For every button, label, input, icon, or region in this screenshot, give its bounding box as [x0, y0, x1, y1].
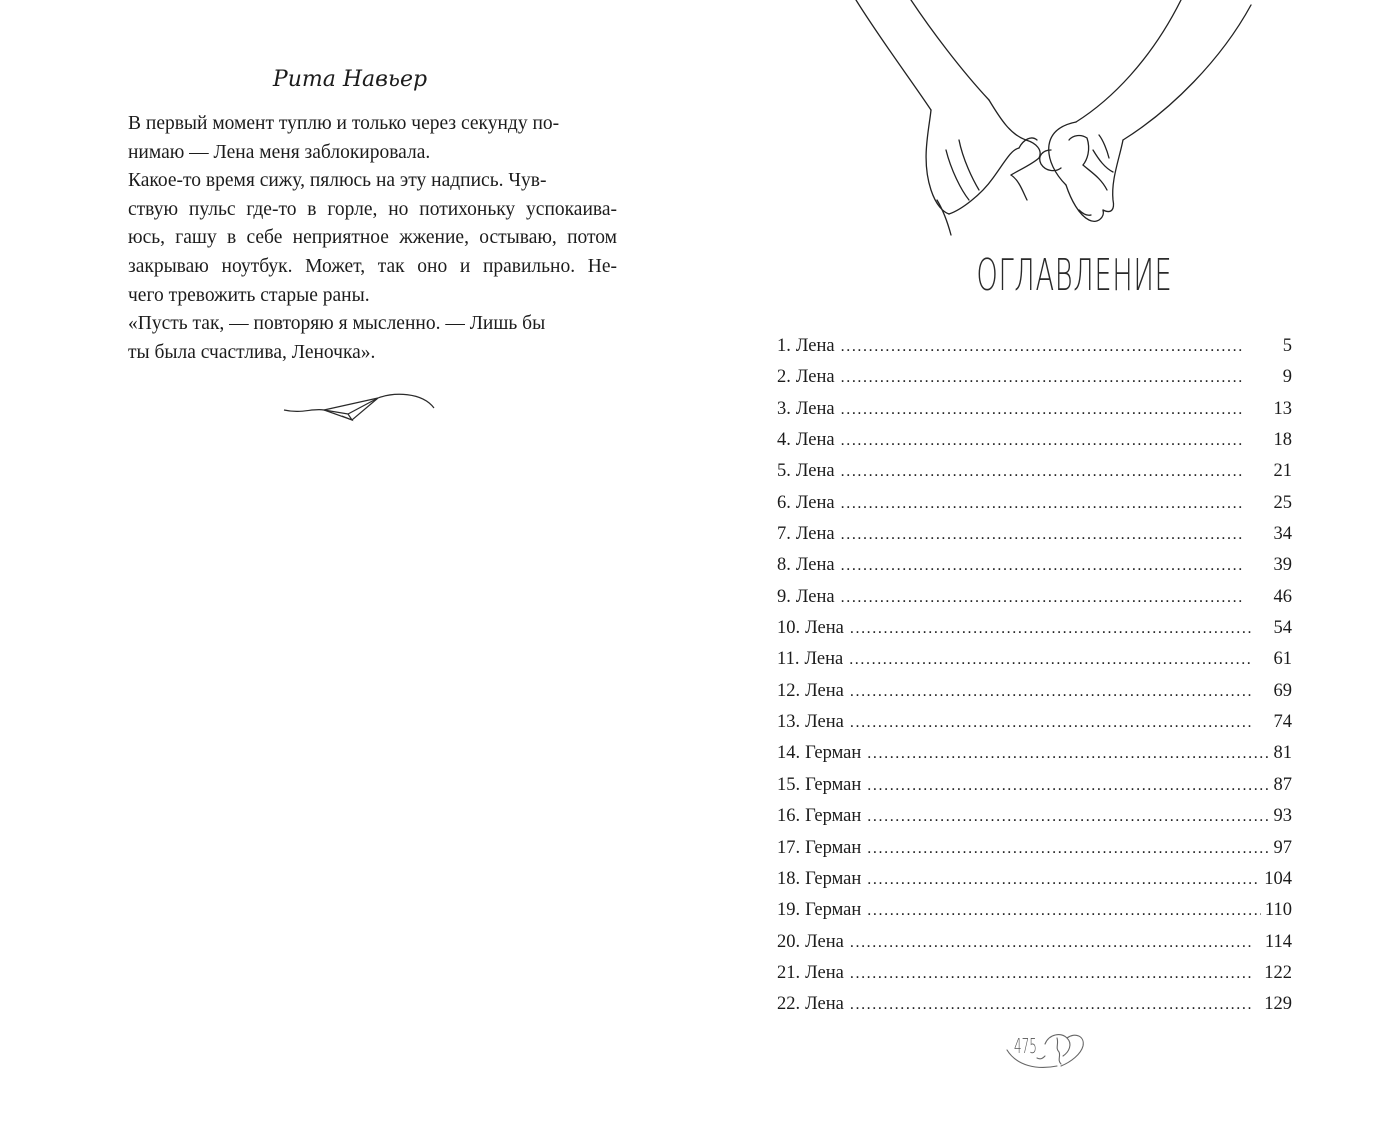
toc-dot-leader — [850, 707, 1270, 738]
toc-chapter-number: 10. — [777, 618, 801, 639]
page-number: 475 — [1014, 1034, 1037, 1058]
toc-chapter-number: 15. — [777, 774, 801, 795]
toc-chapter-number: 22. — [777, 994, 801, 1015]
toc-entry — [777, 644, 1292, 675]
toc-page-number: 97 — [1273, 837, 1292, 858]
toc-page-number: 9 — [1282, 367, 1292, 388]
toc-entry — [777, 738, 1292, 769]
toc-chapter-title: Лена — [795, 398, 835, 419]
toc-chapter-number: 9. — [777, 586, 791, 607]
toc-entry — [777, 958, 1292, 989]
toc-dot-leader — [841, 456, 1270, 487]
toc-page-number: 46 — [1273, 586, 1292, 607]
toc-chapter-title: Лена — [795, 586, 835, 607]
toc-chapter-number: 8. — [777, 555, 791, 576]
toc-page-number: 104 — [1264, 868, 1292, 889]
toc-entry — [777, 864, 1292, 895]
toc-page-number: 129 — [1264, 994, 1292, 1015]
toc-chapter-number: 21. — [777, 962, 801, 983]
toc-entry — [777, 613, 1292, 644]
toc-chapter-number: 3. — [777, 398, 791, 419]
toc-chapter-title: Герман — [805, 900, 862, 921]
toc-heading: ОГЛАВЛЕНИЕ — [976, 250, 1173, 301]
toc-dot-leader — [867, 801, 1269, 832]
toc-chapter-number: 20. — [777, 931, 801, 952]
toc-page-number: 87 — [1273, 774, 1292, 795]
svg-text:Рита Навьер: Рита Навьер — [272, 67, 428, 92]
toc-page-number: 69 — [1273, 680, 1292, 701]
toc-chapter-number: 17. — [777, 837, 801, 858]
text-line: чего тревожить старые раны. — [128, 284, 370, 306]
broken-heart-icon — [997, 1022, 1097, 1072]
toc-dot-leader — [841, 488, 1270, 519]
toc-entry — [777, 550, 1292, 581]
toc-chapter-title: Лена — [795, 461, 835, 482]
toc-page-number: 25 — [1273, 492, 1292, 513]
running-head-author — [250, 56, 450, 102]
toc-chapter-title: Лена — [805, 618, 844, 639]
toc-entry — [777, 456, 1292, 487]
toc-chapter-title: Лена — [795, 430, 835, 451]
toc-chapter-title: Герман — [805, 837, 862, 858]
paragraph — [102, 167, 617, 310]
toc-chapter-title: Лена — [805, 712, 844, 733]
hands-pinky-promise-icon — [851, 0, 1259, 245]
toc-page-number: 61 — [1273, 649, 1292, 670]
toc-chapter-title: Лена — [795, 524, 835, 545]
toc-dot-leader — [867, 738, 1269, 769]
toc-entry — [777, 582, 1292, 613]
toc-chapter-number: 6. — [777, 492, 791, 513]
text-line: В первый момент туплю и только через секунду по- — [128, 113, 560, 134]
text-line: ствую пульс где-то в горле, но потихоньку успокаива- — [128, 198, 617, 220]
paper-plane-icon — [282, 390, 438, 432]
text-line: закрываю ноутбук. Может, так оно и правильно. Не- — [128, 255, 617, 277]
toc-entry — [777, 488, 1292, 519]
text-line: ты была счастлива, Леночка». — [128, 341, 376, 363]
text-line: нимаю — Лена меня заблокировала. — [128, 141, 431, 163]
toc-dot-leader — [849, 644, 1269, 675]
toc-chapter-title: Герман — [805, 774, 862, 795]
toc-chapter-number: 12. — [777, 680, 801, 701]
toc-page-number: 5 — [1282, 336, 1292, 356]
toc-page-number: 114 — [1264, 931, 1292, 952]
toc-chapter-title: Лена — [795, 555, 835, 576]
toc-chapter-number: 2. — [777, 367, 791, 388]
toc-page-number: 18 — [1273, 430, 1292, 451]
toc-page-number: 39 — [1273, 555, 1292, 576]
toc-dot-leader — [841, 582, 1270, 613]
toc-chapter-title: Лена — [805, 962, 844, 983]
text-line: Какое-то время сижу, пялюсь на эту надпись. Чув- — [128, 170, 547, 192]
toc-dot-leader — [841, 519, 1270, 550]
toc-chapter-title: Лена — [805, 994, 844, 1015]
toc-entry — [777, 895, 1292, 926]
toc-page-number: 21 — [1273, 461, 1292, 482]
toc-dot-leader — [850, 927, 1261, 958]
toc-entry — [777, 519, 1292, 550]
toc-entry — [777, 927, 1292, 958]
paragraph — [102, 110, 617, 167]
toc-entry — [777, 989, 1292, 1020]
toc-page-number: 74 — [1273, 712, 1292, 733]
toc-chapter-number: 11. — [777, 649, 800, 670]
toc-entry — [777, 394, 1292, 425]
toc-chapter-number: 1. — [777, 336, 791, 356]
toc-page-number: 93 — [1273, 806, 1292, 827]
toc-dot-leader — [841, 362, 1279, 393]
toc-chapter-title: Лена — [795, 336, 835, 356]
text-line: юсь, гашу в себе неприятное жжение, остываю, потом — [128, 227, 617, 249]
toc-page-number: 34 — [1273, 524, 1292, 545]
page-number-folio — [997, 1022, 1097, 1072]
toc-dot-leader — [841, 425, 1270, 456]
toc-entry — [777, 331, 1292, 362]
toc-chapter-number: 18. — [777, 868, 801, 889]
toc-chapter-number: 14. — [777, 743, 801, 764]
toc-page-number: 13 — [1273, 398, 1292, 419]
toc-dot-leader — [867, 895, 1261, 926]
toc-entry — [777, 707, 1292, 738]
toc-chapter-title: Лена — [804, 649, 844, 670]
toc-chapter-number: 5. — [777, 461, 791, 482]
toc-chapter-number: 19. — [777, 900, 801, 921]
toc-entry — [777, 770, 1292, 801]
toc-chapter-number: 4. — [777, 430, 791, 451]
toc-dot-leader — [841, 394, 1270, 425]
toc-dot-leader — [850, 676, 1270, 707]
toc-chapter-number: 7. — [777, 524, 791, 545]
toc-dot-leader — [850, 989, 1260, 1020]
toc-chapter-title: Герман — [805, 806, 862, 827]
toc-chapter-number: 16. — [777, 806, 801, 827]
toc-entry — [777, 801, 1292, 832]
toc-dot-leader — [867, 833, 1269, 864]
toc-chapter-title: Герман — [805, 868, 862, 889]
toc-page-number: 122 — [1264, 962, 1292, 983]
toc-entry — [777, 676, 1292, 707]
toc-chapter-title: Лена — [795, 492, 835, 513]
right-page — [697, 0, 1394, 1125]
toc-chapter-title: Лена — [795, 367, 835, 388]
toc-page-number: 110 — [1264, 900, 1292, 921]
table-of-contents — [777, 331, 1292, 1021]
toc-dot-leader — [850, 613, 1270, 644]
toc-chapter-title: Герман — [805, 743, 862, 764]
toc-chapter-number: 13. — [777, 712, 801, 733]
toc-dot-leader — [841, 331, 1279, 362]
toc-dot-leader — [850, 958, 1260, 989]
toc-chapter-title: Лена — [805, 931, 844, 952]
toc-chapter-title: Лена — [805, 680, 844, 701]
body-text — [102, 110, 617, 367]
toc-entry — [777, 362, 1292, 393]
paragraph — [102, 310, 617, 367]
text-line: «Пусть так, — повторяю я мысленно. — Лишь бы — [128, 313, 546, 335]
toc-dot-leader — [841, 550, 1270, 581]
toc-entry — [777, 425, 1292, 456]
toc-dot-leader — [867, 770, 1269, 801]
toc-dot-leader — [867, 864, 1260, 895]
toc-page-number: 81 — [1273, 743, 1292, 764]
running-head-script — [250, 56, 450, 102]
toc-entry — [777, 833, 1292, 864]
toc-page-number: 54 — [1273, 618, 1292, 639]
